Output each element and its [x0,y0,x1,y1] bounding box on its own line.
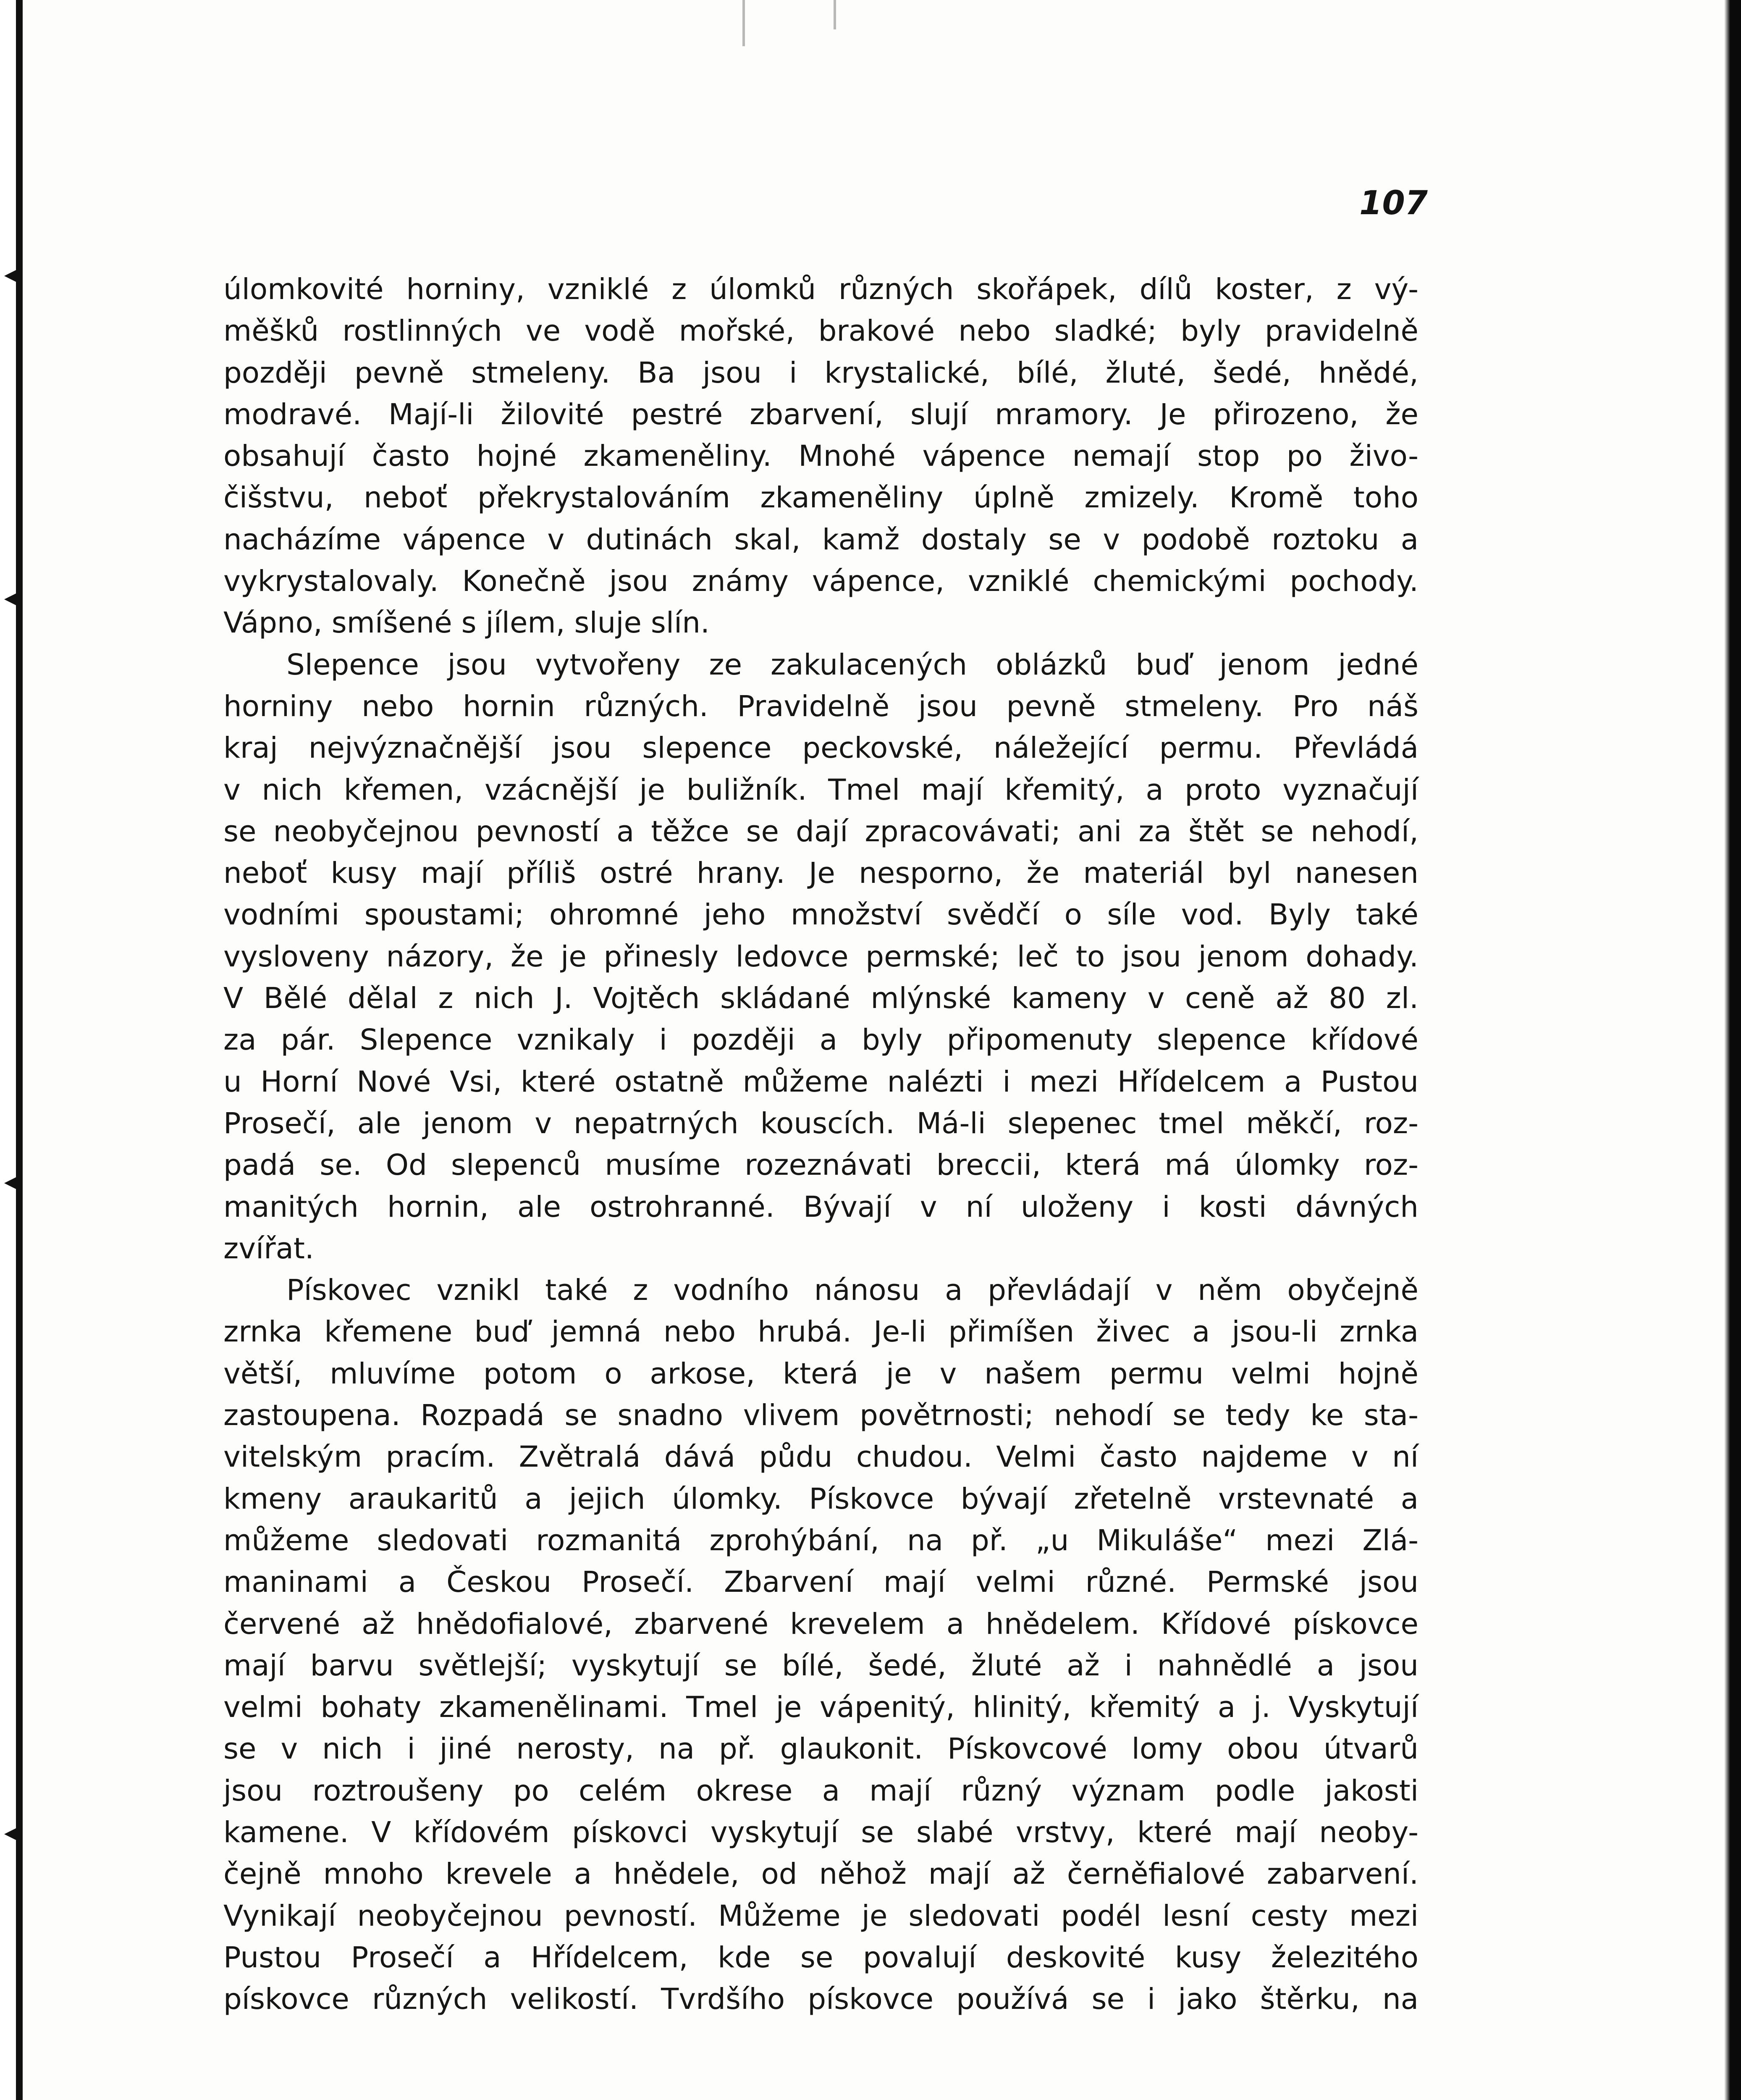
text-line: vykrystalovaly. Konečně jsou známy vápence, vzniklé chemickými pochody. [223,564,1418,598]
text-line: pískovce různých velikostí. Tvrdšího pískovce používá se i jako štěrku, na [223,1982,1418,2016]
text-line: úlomkovité horniny, vzniklé z úlomků různých skořápek, dílů koster, z vý- [223,273,1418,306]
text-line: za pár. Slepence vznikaly i později a byly připomenuty slepence křídové [223,1023,1418,1057]
left-binding-edge [0,0,26,2100]
text-line: obsahují často hojné zkameněliny. Mnohé vápence nemají stop po živo- [223,439,1418,473]
text-line: Vynikají neobyčejnou pevností. Můžeme je sledovati podél lesní cesty mezi [223,1899,1418,1933]
text-line: měšků rostlinných ve vodě mořské, brakové nebo sladké; byly pravidelně [223,314,1418,348]
text-line: manitých hornin, ale ostrohranné. Bývají v ní uloženy i kosti dávných [223,1190,1418,1224]
text-line: Pískovec vznikl také z vodního nánosu a převládají v něm obyčejně [286,1273,1418,1307]
text-line: vitelským pracím. Zvětralá dává půdu chudou. Velmi často najdeme v ní [223,1440,1418,1474]
text-line: kraj nejvýznačnější jsou slepence peckovské, náležející permu. Převládá [223,731,1418,765]
text-line: Vápno, smíšené s jílem, sluje slín. [223,606,710,640]
right-page-edge [1724,0,1741,2100]
text-line: čišstvu, neboť překrystalováním zkameněliny úplně zmizely. Kromě toho [223,481,1418,515]
text-line: velmi bohaty zkamenělinami. Tmel je vápenitý, hlinitý, křemitý a j. Vyskytují [223,1690,1418,1725]
text-line: vysloveny názory, že je přinesly ledovce permské; leč to jsou jenom dohady. [223,940,1418,974]
text-line: Pustou Prosečí a Hřídelcem, kde se povalují deskovité kusy železitého [223,1940,1418,1974]
text-line: modravé. Mají-li žilovité pestré zbarvení, slují mramory. Je přirozeno, že [223,397,1418,431]
text-line: zastoupena. Rozpadá se snadno vlivem povětrnosti; nehodí se tedy ke sta- [223,1399,1418,1433]
text-line: červené až hnědofialové, zbarvené krevelem a hnědelem. Křídové pískovce [223,1607,1418,1641]
text-line: čejně mnoho krevele a hnědele, od něhož mají až černěfialové zabarvení. [223,1857,1418,1891]
text-line: nacházíme vápence v dutinách skal, kamž dostaly se v podobě roztoku a [223,522,1418,556]
text-line: můžeme sledovati rozmanitá zprohýbání, na př. „u Mikuláše“ mezi Zlá- [223,1523,1418,1557]
text-line: se v nich i jiné nerosty, na př. glaukonit. Pískovcové lomy obou útvarů [223,1732,1418,1766]
scan-artifact-mark [742,0,745,46]
text-line: kmeny araukaritů a jejich úlomky. Pískovce bývají zřetelně vrstevnaté a [223,1482,1418,1516]
text-line: kamene. V křídovém pískovci vyskytují se slabé vrstvy, které mají neoby- [223,1815,1418,1849]
body-text [223,269,1418,2020]
text-line: vodními spoustami; ohromné jeho množství svědčí o síle vod. Byly také [223,898,1418,932]
scan-artifact-mark [834,0,836,29]
text-line: zrnka křemene buď jemná nebo hrubá. Je-li přimíšen živec a jsou-li zrnka [223,1315,1418,1349]
text-line: v nich křemen, vzácnější je buližník. Tmel mají křemitý, a proto vyznačují [223,773,1418,807]
text-line: větší, mluvíme potom o arkose, která je v našem permu velmi hojně [223,1357,1418,1391]
text-line: jsou roztroušeny po celém okrese a mají různý význam podle jakosti [223,1774,1418,1808]
text-line: maninami a Českou Prosečí. Zbarvení mají velmi různé. Permské jsou [223,1565,1418,1599]
text-line: Slepence jsou vytvořeny ze zakulacených oblázků buď jenom jedné [286,648,1418,682]
text-line: později pevně stmeleny. Ba jsou i krystalické, bílé, žluté, šedé, hnědé, [223,356,1418,390]
page-number: 107 [1359,184,1428,222]
text-line: horniny nebo hornin různých. Pravidelně jsou pevně stmeleny. Pro náš [223,689,1418,723]
text-line: V Bělé dělal z nich J. Vojtěch skládané mlýnské kameny v ceně až 80 zl. [223,982,1418,1016]
text-line: zvířat. [223,1231,314,1265]
text-line: padá se. Od slepenců musíme rozeznávati breccii, která má úlomky roz- [223,1148,1418,1182]
text-line: Prosečí, ale jenom v nepatrných kouscích. Má-li slepenec tmel měkčí, roz- [223,1106,1418,1140]
text-line: neboť kusy mají příliš ostré hrany. Je nesporno, že materiál byl nanesen [223,856,1418,890]
text-line: se neobyčejnou pevností a těžce se dají zpracovávati; ani za štět se nehodí, [223,814,1418,848]
text-line: u Horní Nové Vsi, které ostatně můžeme nalézti i mezi Hřídelcem a Pustou [223,1065,1418,1099]
text-line: mají barvu světlejší; vyskytují se bílé, šedé, žluté až i nahnědlé a jsou [223,1648,1418,1683]
